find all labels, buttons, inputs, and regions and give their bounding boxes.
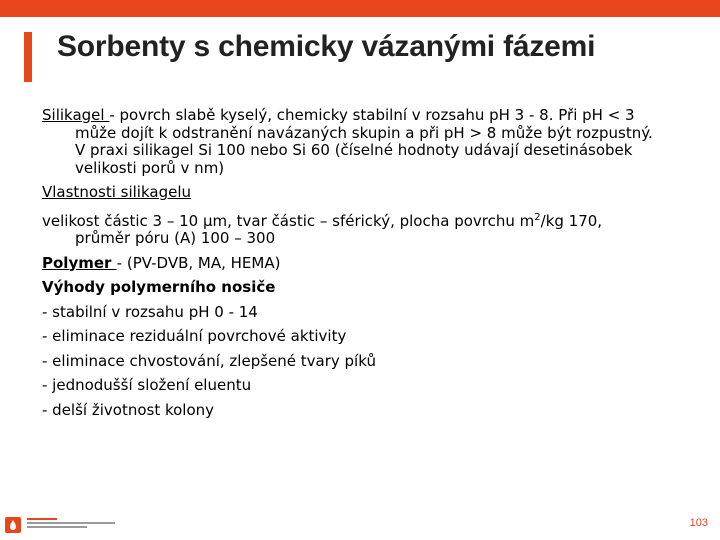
top-accent-bar [0,0,720,17]
vlastnosti-line-1 [42,209,702,231]
vlastnosti-line-1-unit: /kg 170, [540,211,603,230]
polymer-line [42,255,702,273]
vlastnosti-heading: Vlastnosti silikagelu [42,183,191,201]
title-accent-bar [24,32,32,82]
list-item: - delší životnost kolony [42,400,215,419]
list-item: - eliminace chvostování, zlepšené tvary píků [42,351,376,370]
silikagel-line-2: může dojít k odstranění navázaných skupin a při pH > 8 může být rozpustný. [75,123,653,142]
polymer-text: - (PV-DVB, MA, HEMA) [116,253,281,272]
list-item: - jednodušší složení eluentu [42,376,252,394]
silikagel-line-4: velikosti porů v nm) [75,158,225,177]
polymer-term: Polymer [42,253,117,272]
silikagel-line-3: V praxi silikagel Si 100 nebo Si 60 (číselné hodnoty udávají desetinásobek [75,141,633,159]
vlastnosti-line-1-text: velikost částic 3 – 10 µm, tvar částic – sférický, plocha povrchu m [42,211,535,230]
vyhody-heading: Výhody polymerního nosiče [42,278,276,296]
university-logo-icon [5,517,21,533]
silikagel-line-1-text: - povrch slabě kyselý, chemicky stabilní v rozsahu pH 3 - 8. Při pH < 3 [109,106,635,124]
page-number: 103 [689,517,708,529]
list-item: - stabilní v rozsahu pH 0 - 14 [42,302,258,321]
list-item: - eliminace reziduální povrchové aktivity [42,327,347,345]
silikagel-line-1 [42,107,702,125]
slide-title: Sorbenty s chemicky vázanými fázemi [57,30,596,63]
superscript-2: 2 [534,211,541,223]
slide-content [42,107,702,419]
vlastnosti-line-2: průměr póru (A) 100 – 300 [75,229,276,247]
silikagel-term: Silikagel [42,106,110,124]
footer-institution-text [27,518,119,530]
